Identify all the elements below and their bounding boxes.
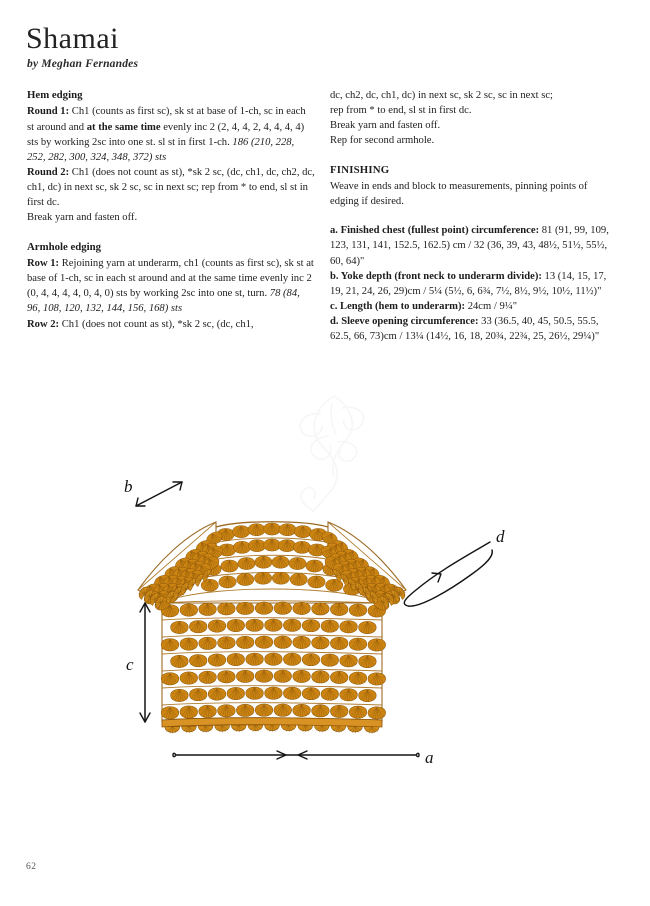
finishing-text: Weave in ends and block to measurements, pinning points of edging if desired. — [330, 181, 588, 208]
section-spacer — [330, 209, 618, 223]
section-spacer — [27, 226, 315, 240]
hem-round-2-text: Ch1 (does not count as st), *sk 2 sc, (dc, ch1, dc, ch2, dc, ch1, dc) in next sc, sk 2 sc, sc in next sc; rep from * to end, sl st in first dc. — [27, 167, 315, 209]
hem-round-1-text-b: evenly inc 2 (2, 4, 4, 2, 4, 4, 4, 4) sts by working 2sc into one st. sl st in first 1-ch. — [27, 121, 305, 148]
measurement-d-label: Sleeve opening circumference: — [338, 316, 479, 328]
armhole-row-2 — [27, 317, 315, 332]
page-number: 62 — [26, 862, 37, 872]
garment-schematic-illustration — [120, 470, 540, 800]
page-title: Shamai — [26, 22, 119, 55]
armhole-row-1-label: Row 1: — [27, 258, 60, 269]
armhole-continuation-line-1: dc, ch2, dc, ch1, dc) in next sc, sk 2 sc, sc in next sc; — [330, 90, 554, 101]
armhole-edging-heading: Armhole edging — [27, 240, 102, 253]
armhole-row-1-text: Rejoining yarn at underarm, ch1 (counts as first sc), sk st at base of 1-ch, sc in each st around and at the same time evenly inc 2 (0, 4, 4, 4, 4, 0, 4, 0) sts by working 2sc into one st, turn. — [27, 258, 314, 300]
arrow-b-line — [136, 482, 182, 506]
measurement-a-key: a. — [330, 225, 338, 237]
hem-round-1 — [27, 104, 315, 165]
armhole-continuation-line-4: Rep for second armhole. — [330, 135, 435, 147]
measurement-a-value: 81 (91, 99, 109, 123, 131, 141, 152.5, 162.5) cm / 32 (36, 39, 43, 48½, 51½, 55½, 60, 64)" — [330, 225, 609, 267]
hem-break-yarn: Break yarn and fasten off. — [27, 212, 138, 224]
armhole-continuation-line-2: rep from * to end, sl st in first dc. — [330, 105, 472, 117]
armhole-continuation-line-3: Break yarn and fasten off. — [330, 120, 441, 132]
label-c: c — [126, 655, 134, 674]
armhole-row-2-label: Row 2: — [27, 318, 60, 330]
arrow-a-line — [173, 753, 419, 756]
measurement-c — [330, 299, 618, 314]
byline: by Meghan Fernandes — [27, 58, 139, 70]
measurement-b-value: 13 (14, 15, 17, 19, 21, 24, 26, 29)cm / 5¼ (5½, 6, 6¾, 7½, 8½, 9½, 10½, 11½)" — [330, 270, 607, 297]
hem-edging-heading: Hem edging — [27, 89, 83, 101]
hem-round-1-text-a: Ch1 (counts as first sc), sk st at base of 1-ch, sc in each st around and — [27, 106, 306, 133]
finishing-heading: FINISHING — [330, 163, 390, 176]
label-d: d — [496, 527, 505, 546]
section-spacer — [330, 149, 618, 163]
hem-round-1-emphasis: at the same time — [86, 121, 161, 133]
label-a: a — [425, 748, 434, 767]
measurement-b-key: b. — [330, 270, 339, 282]
hem-round-1-label: Round 1: — [27, 106, 70, 118]
hem-round-2-label: Round 2: — [27, 167, 70, 178]
hem-round-2 — [27, 165, 315, 210]
measurement-a — [330, 223, 618, 268]
garment-hem-edging — [162, 718, 382, 734]
hem-round-1-stitch-count: 186 (210, 228, 252, 282, 300, 324, 348, 372) sts — [27, 136, 295, 163]
armhole-row-1-stitch-count: 78 (84, 96, 108, 120, 132, 144, 156, 168) sts — [27, 288, 300, 315]
left-text-column — [27, 88, 315, 332]
measurement-b — [330, 269, 618, 299]
measurement-a-label: Finished chest (fullest point) circumference: — [337, 225, 540, 237]
garment-body — [161, 601, 385, 722]
measurement-d-key: d. — [330, 316, 339, 328]
measurement-b-label: Yoke depth (front neck to underarm divide): — [338, 270, 542, 282]
right-text-column — [330, 88, 618, 344]
measurements-list — [330, 223, 618, 344]
measurement-c-key: c. — [330, 300, 338, 312]
armhole-row-2-text: Ch1 (does not count as st), *sk 2 sc, (dc, ch1, — [59, 318, 254, 330]
measurement-c-value: 24cm / 9¼" — [465, 300, 518, 312]
armhole-row-1 — [27, 256, 315, 317]
measurement-d-value: 33 (36.5, 40, 45, 50.5, 55.5, 62.5, 66, 73)cm / 13¼ (14½, 16, 18, 20¾, 22¾, 25, 26½, 29¼)" — [330, 316, 600, 343]
arrow-d-loop — [404, 542, 492, 606]
label-b: b — [124, 477, 133, 496]
measurement-c-label: Length (hem to underarm): — [337, 300, 466, 312]
measurement-d — [330, 314, 618, 344]
